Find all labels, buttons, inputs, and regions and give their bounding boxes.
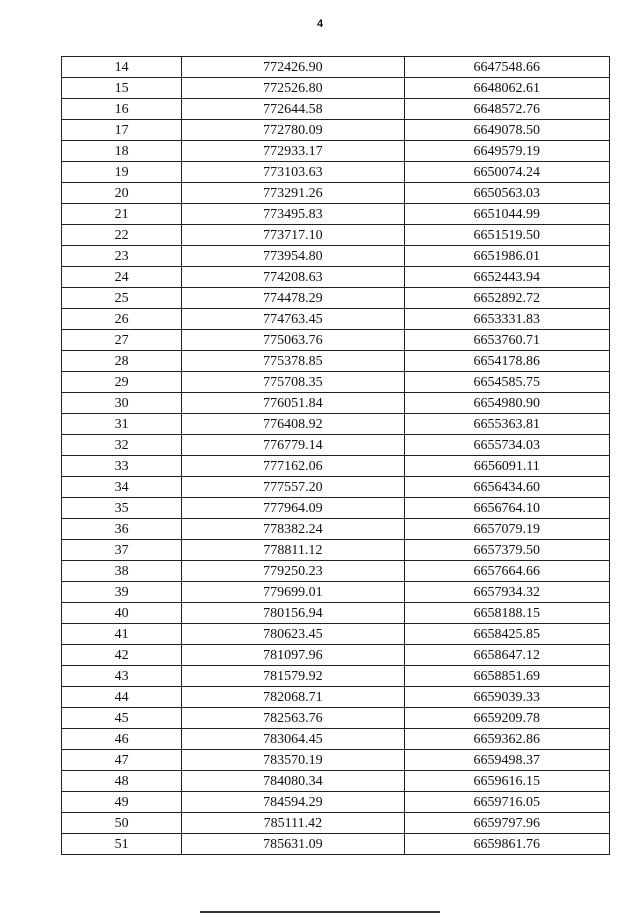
x-coordinate-cell: 783064.45 bbox=[182, 729, 404, 750]
x-coordinate-cell: 777557.20 bbox=[182, 477, 404, 498]
table-row bbox=[62, 456, 610, 477]
table-row bbox=[62, 288, 610, 309]
x-coordinate-cell: 772644.58 bbox=[182, 99, 404, 120]
y-coordinate-cell: 6659861.76 bbox=[404, 834, 609, 855]
y-coordinate-cell: 6652892.72 bbox=[404, 288, 609, 309]
y-coordinate-cell: 6651986.01 bbox=[404, 246, 609, 267]
point-number-cell: 15 bbox=[62, 78, 182, 99]
x-coordinate-cell: 784594.29 bbox=[182, 792, 404, 813]
point-number-cell: 34 bbox=[62, 477, 182, 498]
table-row bbox=[62, 309, 610, 330]
point-number-cell: 37 bbox=[62, 540, 182, 561]
table-row bbox=[62, 372, 610, 393]
table-row bbox=[62, 540, 610, 561]
point-number-cell: 25 bbox=[62, 288, 182, 309]
y-coordinate-cell: 6659498.37 bbox=[404, 750, 609, 771]
x-coordinate-cell: 780156.94 bbox=[182, 603, 404, 624]
y-coordinate-cell: 6650074.24 bbox=[404, 162, 609, 183]
y-coordinate-cell: 6658851.69 bbox=[404, 666, 609, 687]
x-coordinate-cell: 782563.76 bbox=[182, 708, 404, 729]
table-row bbox=[62, 729, 610, 750]
x-coordinate-cell: 776408.92 bbox=[182, 414, 404, 435]
y-coordinate-cell: 6654585.75 bbox=[404, 372, 609, 393]
x-coordinate-cell: 777964.09 bbox=[182, 498, 404, 519]
x-coordinate-cell: 781579.92 bbox=[182, 666, 404, 687]
y-coordinate-cell: 6657934.32 bbox=[404, 582, 609, 603]
point-number-cell: 27 bbox=[62, 330, 182, 351]
point-number-cell: 18 bbox=[62, 141, 182, 162]
y-coordinate-cell: 6651044.99 bbox=[404, 204, 609, 225]
point-number-cell: 47 bbox=[62, 750, 182, 771]
y-coordinate-cell: 6647548.66 bbox=[404, 57, 609, 78]
table-row bbox=[62, 78, 610, 99]
table-row bbox=[62, 813, 610, 834]
point-number-cell: 29 bbox=[62, 372, 182, 393]
x-coordinate-cell: 772780.09 bbox=[182, 120, 404, 141]
table-row bbox=[62, 645, 610, 666]
x-coordinate-cell: 778382.24 bbox=[182, 519, 404, 540]
table-row bbox=[62, 477, 610, 498]
table-row bbox=[62, 246, 610, 267]
y-coordinate-cell: 6648062.61 bbox=[404, 78, 609, 99]
y-coordinate-cell: 6649579.19 bbox=[404, 141, 609, 162]
point-number-cell: 43 bbox=[62, 666, 182, 687]
point-number-cell: 48 bbox=[62, 771, 182, 792]
y-coordinate-cell: 6659039.33 bbox=[404, 687, 609, 708]
point-number-cell: 45 bbox=[62, 708, 182, 729]
x-coordinate-cell: 781097.96 bbox=[182, 645, 404, 666]
y-coordinate-cell: 6650563.03 bbox=[404, 183, 609, 204]
point-number-cell: 20 bbox=[62, 183, 182, 204]
y-coordinate-cell: 6653760.71 bbox=[404, 330, 609, 351]
x-coordinate-cell: 774763.45 bbox=[182, 309, 404, 330]
x-coordinate-cell: 777162.06 bbox=[182, 456, 404, 477]
x-coordinate-cell: 772933.17 bbox=[182, 141, 404, 162]
y-coordinate-cell: 6658188.15 bbox=[404, 603, 609, 624]
table-row bbox=[62, 351, 610, 372]
x-coordinate-cell: 782068.71 bbox=[182, 687, 404, 708]
x-coordinate-cell: 778811.12 bbox=[182, 540, 404, 561]
point-number-cell: 30 bbox=[62, 393, 182, 414]
table-row bbox=[62, 204, 610, 225]
x-coordinate-cell: 780623.45 bbox=[182, 624, 404, 645]
table-row bbox=[62, 687, 610, 708]
x-coordinate-cell: 779699.01 bbox=[182, 582, 404, 603]
table-row bbox=[62, 183, 610, 204]
x-coordinate-cell: 773717.10 bbox=[182, 225, 404, 246]
y-coordinate-cell: 6656091.11 bbox=[404, 456, 609, 477]
y-coordinate-cell: 6653331.83 bbox=[404, 309, 609, 330]
coordinates-table-body bbox=[62, 57, 610, 855]
y-coordinate-cell: 6656764.10 bbox=[404, 498, 609, 519]
page-number: 4 bbox=[316, 18, 324, 30]
x-coordinate-cell: 772426.90 bbox=[182, 57, 404, 78]
table-row bbox=[62, 120, 610, 141]
point-number-cell: 35 bbox=[62, 498, 182, 519]
point-number-cell: 46 bbox=[62, 729, 182, 750]
y-coordinate-cell: 6648572.76 bbox=[404, 99, 609, 120]
point-number-cell: 26 bbox=[62, 309, 182, 330]
x-coordinate-cell: 773291.26 bbox=[182, 183, 404, 204]
table-row bbox=[62, 624, 610, 645]
point-number-cell: 19 bbox=[62, 162, 182, 183]
scan-artifact-line bbox=[200, 911, 440, 913]
table-row bbox=[62, 393, 610, 414]
x-coordinate-cell: 783570.19 bbox=[182, 750, 404, 771]
y-coordinate-cell: 6657079.19 bbox=[404, 519, 609, 540]
x-coordinate-cell: 785631.09 bbox=[182, 834, 404, 855]
x-coordinate-cell: 773954.80 bbox=[182, 246, 404, 267]
point-number-cell: 39 bbox=[62, 582, 182, 603]
table-row bbox=[62, 750, 610, 771]
table-row bbox=[62, 519, 610, 540]
table-row bbox=[62, 99, 610, 120]
table-row bbox=[62, 267, 610, 288]
point-number-cell: 23 bbox=[62, 246, 182, 267]
table-row bbox=[62, 834, 610, 855]
table-row bbox=[62, 141, 610, 162]
y-coordinate-cell: 6654178.86 bbox=[404, 351, 609, 372]
point-number-cell: 40 bbox=[62, 603, 182, 624]
point-number-cell: 16 bbox=[62, 99, 182, 120]
y-coordinate-cell: 6658647.12 bbox=[404, 645, 609, 666]
point-number-cell: 41 bbox=[62, 624, 182, 645]
point-number-cell: 14 bbox=[62, 57, 182, 78]
table-row bbox=[62, 582, 610, 603]
table-row bbox=[62, 57, 610, 78]
point-number-cell: 24 bbox=[62, 267, 182, 288]
y-coordinate-cell: 6654980.90 bbox=[404, 393, 609, 414]
y-coordinate-cell: 6655734.03 bbox=[404, 435, 609, 456]
point-number-cell: 50 bbox=[62, 813, 182, 834]
table-row bbox=[62, 435, 610, 456]
point-number-cell: 31 bbox=[62, 414, 182, 435]
y-coordinate-cell: 6656434.60 bbox=[404, 477, 609, 498]
table-row bbox=[62, 792, 610, 813]
x-coordinate-cell: 785111.42 bbox=[182, 813, 404, 834]
y-coordinate-cell: 6651519.50 bbox=[404, 225, 609, 246]
table-row bbox=[62, 708, 610, 729]
table-row bbox=[62, 330, 610, 351]
x-coordinate-cell: 776779.14 bbox=[182, 435, 404, 456]
point-number-cell: 32 bbox=[62, 435, 182, 456]
y-coordinate-cell: 6655363.81 bbox=[404, 414, 609, 435]
table-row bbox=[62, 225, 610, 246]
point-number-cell: 22 bbox=[62, 225, 182, 246]
coordinates-table bbox=[61, 56, 610, 855]
y-coordinate-cell: 6652443.94 bbox=[404, 267, 609, 288]
table-row bbox=[62, 561, 610, 582]
x-coordinate-cell: 776051.84 bbox=[182, 393, 404, 414]
x-coordinate-cell: 775708.35 bbox=[182, 372, 404, 393]
x-coordinate-cell: 773103.63 bbox=[182, 162, 404, 183]
x-coordinate-cell: 775378.85 bbox=[182, 351, 404, 372]
y-coordinate-cell: 6659362.86 bbox=[404, 729, 609, 750]
point-number-cell: 28 bbox=[62, 351, 182, 372]
table-row bbox=[62, 666, 610, 687]
point-number-cell: 33 bbox=[62, 456, 182, 477]
y-coordinate-cell: 6659209.78 bbox=[404, 708, 609, 729]
x-coordinate-cell: 774478.29 bbox=[182, 288, 404, 309]
x-coordinate-cell: 775063.76 bbox=[182, 330, 404, 351]
y-coordinate-cell: 6658425.85 bbox=[404, 624, 609, 645]
table-row bbox=[62, 603, 610, 624]
point-number-cell: 38 bbox=[62, 561, 182, 582]
x-coordinate-cell: 772526.80 bbox=[182, 78, 404, 99]
y-coordinate-cell: 6657664.66 bbox=[404, 561, 609, 582]
point-number-cell: 49 bbox=[62, 792, 182, 813]
point-number-cell: 51 bbox=[62, 834, 182, 855]
y-coordinate-cell: 6659716.05 bbox=[404, 792, 609, 813]
y-coordinate-cell: 6659616.15 bbox=[404, 771, 609, 792]
y-coordinate-cell: 6649078.50 bbox=[404, 120, 609, 141]
point-number-cell: 36 bbox=[62, 519, 182, 540]
table-row bbox=[62, 498, 610, 519]
table-row bbox=[62, 162, 610, 183]
point-number-cell: 17 bbox=[62, 120, 182, 141]
x-coordinate-cell: 779250.23 bbox=[182, 561, 404, 582]
y-coordinate-cell: 6659797.96 bbox=[404, 813, 609, 834]
point-number-cell: 21 bbox=[62, 204, 182, 225]
point-number-cell: 42 bbox=[62, 645, 182, 666]
x-coordinate-cell: 784080.34 bbox=[182, 771, 404, 792]
table-row bbox=[62, 771, 610, 792]
point-number-cell: 44 bbox=[62, 687, 182, 708]
x-coordinate-cell: 773495.83 bbox=[182, 204, 404, 225]
table-row bbox=[62, 414, 610, 435]
y-coordinate-cell: 6657379.50 bbox=[404, 540, 609, 561]
x-coordinate-cell: 774208.63 bbox=[182, 267, 404, 288]
